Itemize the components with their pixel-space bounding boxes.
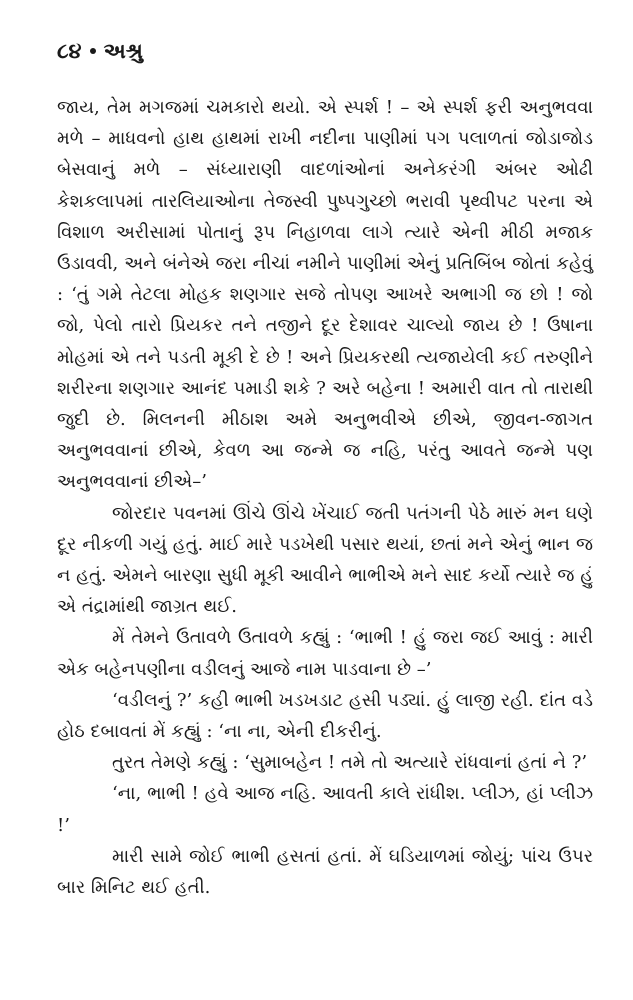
paragraph: જાય, તેમ મગજમાં ચમકારો થયો. એ સ્પર્શ ! – એ સ્પર્શ ફરી અનુભવવા મળે – માધવનો હાથ હાથમાં રાખી નદીના પાણીમાં પગ પલાળતાં જોડાજોડ બેસવાનું મળે – સંધ્યારાણી વાદળાંઓનાં અનેકરંગી અંબર ઓઢી કેશકલાપમાં તારલિયાઓના તેજસ્વી પુષ્પગુચ્છો ભરાવી પૃથ્વીપટ પરના એ વિશાળ અરીસામાં પોતાનું રૂપ નિહાળવા લાગે ત્યારે એની મીઠી મજાક ઉડાવવી, અને બંનેએ જરા નીચાં નમીને પાણીમાં એનું પ્રતિબિંબ જોતાં કહેવું : ‘તું ગમે તેટલા મોહક શણગાર સજે તોપણ આખરે અભાગી જ છો ! જો જો, પેલો તારો પ્રિયકર તને તજીને દૂર દેશાવર ચાલ્યો જાય છે ! ઉષાના મોહમાં એ તને પડતી મૂકી દે છે ! અને પ્રિયકરથી ત્યજાયેલી કઈ તરુણીને શરીરના શણગાર આનંદ પમાડી શકે ? અરે બહેના ! અમારી વાત તો તારાથી જુદી છે. મિલનની મીઠાશ અમે અનુભવીએ છીએ, જીવન-જાગત અનુભવવાનાં છીએ, કેવળ આ જન્મે જ નહિ, પરંતુ આવતે જન્મે પણ અનુભવવાનાં છીએ–’ bbox=[57, 97, 593, 493]
page-header bbox=[57, 38, 593, 64]
paragraph: ‘વડીલનું ?’ કહી ભાભી ખડખડાટ હસી પડ્યાં. હું લાજી રહી. દાંત વડે હોઠ દબાવતાં મેં કહ્યું : ‘ના ના, એની દીકરીનું. bbox=[57, 689, 593, 743]
book-title: અશ્રુ bbox=[103, 38, 143, 63]
paragraph: તુરત તેમણે કહ્યું : ‘સુમાબહેન ! તમે તો અત્યારે રાંધવાનાં હતાં ને ?’ bbox=[112, 752, 588, 774]
paragraph: મેં તેમને ઉતાવળે ઉતાવળે કહ્યું : ‘ભાભી ! હું જરા જઈ આવું : મારી એક બહેનપણીના વડીલનું આજે નામ પાડવાના છે –’ bbox=[57, 627, 593, 680]
paragraph: જોરદાર પવનમાં ઊંચે ઊંચે ખેંચાઈ જતી પતંગની પેઠે મારું મન ઘણે દૂર નીકળી ગયું હતું. માઈ મારે પડખેથી પસાર થયાં, છતાં મને એનું ભાન જ ન હતું. એમને બારણા સુધી મૂકી આવીને ભાભીએ મને સાદ કર્યો ત્યારે જ હું એ તંદ્રામાંથી જાગ્રત થઈ. bbox=[57, 502, 593, 618]
paragraph: મારી સામે જોઈ ભાભી હસતાં હતાં. મેં ઘડિયાળમાં જોયું; પાંચ ઉપર બાર મિનિટ થઈ હતી. bbox=[57, 845, 593, 899]
page-body bbox=[57, 92, 593, 903]
page-number: ૮૪ bbox=[57, 38, 82, 63]
paragraph: ‘ના, ભાભી ! હવે આજ નહિ. આવતી કાલે રાંધીશ. પ્લીઝ, હાં પ્લીઝ !’ bbox=[57, 783, 593, 836]
bullet-separator-icon bbox=[90, 48, 96, 54]
